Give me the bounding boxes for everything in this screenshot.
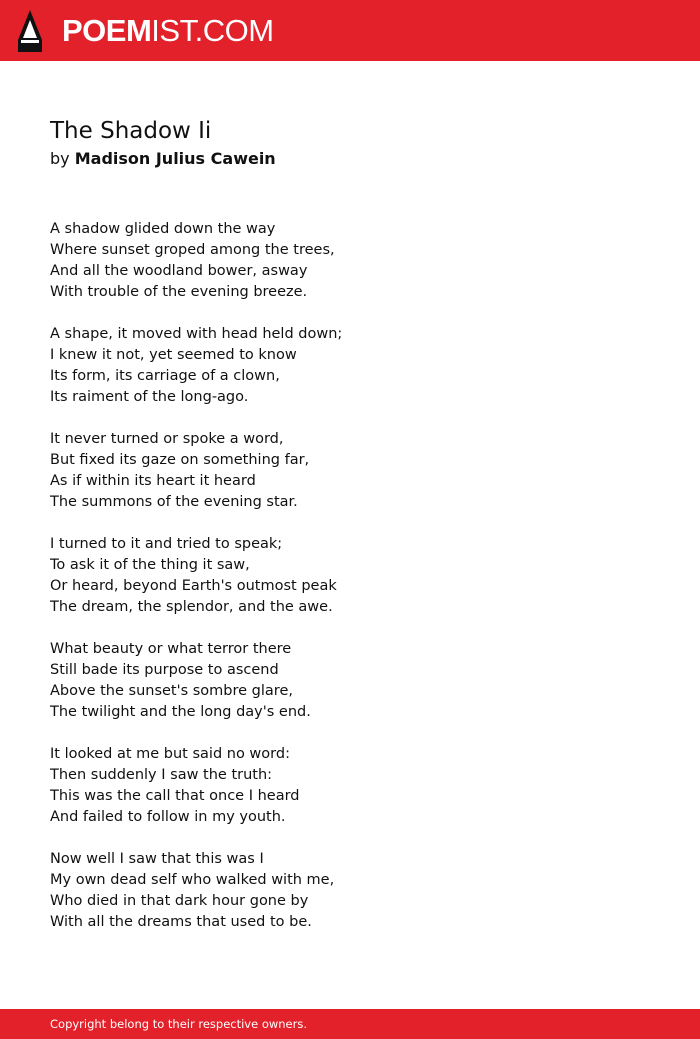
poem-line: The summons of the evening star. [50,494,298,510]
poem-line: Its form, its carriage of a clown, [50,368,280,384]
poem-line: My own dead self who walked with me, [50,872,335,888]
site-logo-text [62,10,274,52]
poem-line: I turned to it and tried to speak; [50,536,283,552]
poem-line: To ask it of the thing it saw, [50,557,250,573]
poem-line: Then suddenly I saw the truth: [50,767,273,783]
poem-body [50,219,650,954]
poem-byline [50,148,276,170]
stanza [50,429,650,513]
poem-line: I knew it not, yet seemed to know [50,347,297,363]
poem-author[interactable]: Madison Julius Cawein [74,149,276,168]
stanza [50,219,650,303]
stanza [50,744,650,828]
site-header [0,0,700,61]
stanza [50,534,650,618]
poem-line: The dream, the splendor, and the awe. [50,599,333,615]
poem-line: Where sunset groped among the trees, [50,242,335,258]
poem-line: The twilight and the long day's end. [50,704,311,720]
poem-line: It looked at me but said no word: [50,746,290,762]
stanza [50,639,650,723]
brand-light: IST.COM [151,13,274,48]
poem-line: And failed to follow in my youth. [50,809,286,825]
poem-line: A shadow glided down the way [50,221,276,237]
site-footer [0,1009,700,1039]
poem-line: And all the woodland bower, asway [50,263,308,279]
poem-line: Who died in that dark hour gone by [50,893,309,909]
pencil-tip-icon [18,10,42,52]
poem-line: A shape, it moved with head held down; [50,326,343,342]
poem-line: With all the dreams that used to be. [50,914,312,930]
by-prefix: by [50,149,70,168]
poem-line: With trouble of the evening breeze. [50,284,308,300]
poem-line: But fixed its gaze on something far, [50,452,310,468]
site-logo[interactable] [18,10,274,52]
poem-line: This was the call that once I heard [50,788,300,804]
poem-line: Its raiment of the long-ago. [50,389,249,405]
poem-line: What beauty or what terror there [50,641,292,657]
copyright-notice: Copyright belong to their respective owners. [50,1017,308,1031]
poem-title: The Shadow Ii [50,118,212,144]
brand-bold: POEM [62,13,152,48]
poem-line: As if within its heart it heard [50,473,256,489]
poem-line: Or heard, beyond Earth's outmost peak [50,578,337,594]
poem-line: Now well I saw that this was I [50,851,264,867]
stanza [50,849,650,933]
stanza [50,324,650,408]
poem-line: Still bade its purpose to ascend [50,662,279,678]
poem-line: Above the sunset's sombre glare, [50,683,293,699]
poem-line: It never turned or spoke a word, [50,431,284,447]
